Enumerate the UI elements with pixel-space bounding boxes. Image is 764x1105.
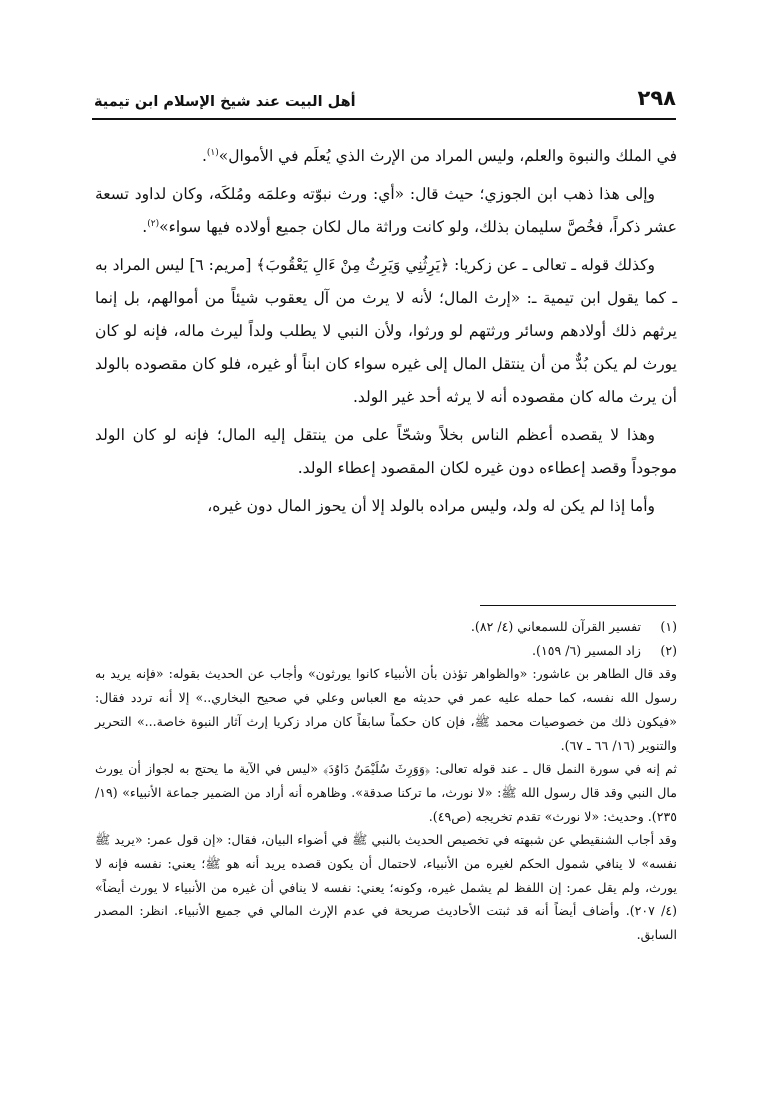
paragraph-1 (95, 140, 677, 173)
header-rule (92, 118, 676, 120)
paragraph-2 (95, 178, 677, 244)
footnotes (95, 615, 677, 947)
footnote-2-note-3: وقد أجاب الشنقيطي عن شبهته في تخصيص الحديث بالنبي ﷺ في أضواء البيان، فقال: «إن قول عمر: «يريد ﷺ نفسه» لا ينافي شمول الحكم لغيره من الأنبياء، لاحتمال أن يكون قصده يريد أنه هو ﷺ؛ يعني: نفسه فإنه لا يورث، ولم يقل عمر: إن اللفظ لم يشمل غيره، وكونه؛ يعني: نفسه لا ينافي أن غيره من الأنبياء لا يورث أيضاً» (٤/ ٢٠٧). وأضاف أيضاً أنه قد ثبتت الأحاديث صريحة في عدم الإرث المالي في جميع الأنبياء. انظر: المصدر السابق. (95, 832, 678, 943)
page-number: ٢٩٨ (637, 86, 676, 110)
paragraph-1-end: . (201, 147, 207, 165)
footnote-2-note-2: ثم إنه في سورة النمل قال ـ عند قوله تعالى: ﴿وَوَرِثَ سُلَيْمَنُ دَاوُدَ﴾ «ليس في الآية ما يحتج به لجواز أن يورث مال النبي وقد قال رسول الله ﷺ: «لا نورث، ما تركنا صدقة». وظاهره أنه أراد من الضمير جماعة الأنبياء» (١٩/ ٢٣٥). وحديث: «لا نورث» تقدم تخريجه (ص٤٩). (95, 761, 677, 824)
footnote-2-text: زاد المسير (٦/ ١٥٩). (532, 642, 641, 658)
footnote-1-number: (١) (660, 619, 677, 634)
paragraph-2-text: وإلى هذا ذهب ابن الجوزي؛ حيث قال: «أي: ورث نبوّته وعلمَه ومُلكَه، وكان لداود تسعة عشر ذكراً، فخُصَّ سليمان بذلك، ولو كانت وراثة مال لكان جميع أولاده فيها سواء» (95, 185, 677, 236)
footnote-separator (480, 605, 676, 606)
footnote-1 (95, 615, 677, 639)
footnote-2-note-1: وقد قال الطاهر بن عاشور: «والظواهر تؤذن بأن الأنبياء كانوا يورثون» وأجاب عن الحديث بقوله: «فإنه يريد به رسول الله نفسه، كما حمله عليه عمر في حديثه مع العباس وعلي في صحيح البخاري..» إلا أنه تردد فقال: «فيكون ذلك من خصوصيات محمد ﷺ، فإن كان حكماً سابقاً كان مراد زكريا إرث آثار النبوة خاصة...» التحرير والتنوير (١٦/ ٦٦ ـ ٦٧). (95, 666, 677, 753)
paragraph-1-text: في الملك والنبوة والعلم، وليس المراد من الإرث الذي يُعلَم في الأموال» (218, 147, 677, 165)
footnote-1-text: تفسير القرآن للسمعاني (٤/ ٨٢). (470, 619, 641, 634)
paragraph-2-end: . (142, 218, 148, 236)
main-text (95, 140, 677, 528)
footnote-2 (95, 639, 677, 663)
paragraph-5: وأما إذا لم يكن له ولد، وليس مراده بالولد إلا أن يحوز المال دون غيره، (207, 497, 655, 515)
page-header (94, 86, 676, 110)
running-title: أهل البيت عند شيخ الإسلام ابن تيمية (94, 94, 356, 110)
paragraph-3: وكذلك قوله ـ تعالى ـ عن زكريا: ﴿يَرِثُنِي وَيَرِثُ مِنْ ءَالِ يَعْقُوبَ﴾ [مريم: ٦] ليس المراد به ـ كما يقول ابن تيمية ـ: «إرث المال؛ لأنه لا يرث من آل يعقوب شيئاً من أموالهم، بل إنما يرثهم ذلك أولادهم وسائر ورثتهم لو ورثوا، ولأن النبي لا يطلب ولداً ليرث ماله، فإنه لو كان يورث لم يكن بُدٌّ من أن ينتقل المال إلى غيره سواء كان ابناً أو غيره، فلو كان مقصوده بالولد أن يرث ماله كان مقصوده أنه لا يرثه أحد غير الولد. (95, 256, 677, 406)
footnote-ref-1: (١) (206, 147, 219, 158)
footnote-ref-2: (٢) (147, 218, 160, 229)
paragraph-4: وهذا لا يقصده أعظم الناس بخلاً وشحّاً على من ينتقل إليه المال؛ فإنه لو كان الولد موجوداً وقصد إعطاءه دون غيره لكان المقصود إعطاء الولد. (95, 426, 677, 477)
footnote-2-number: (٢) (660, 642, 677, 658)
